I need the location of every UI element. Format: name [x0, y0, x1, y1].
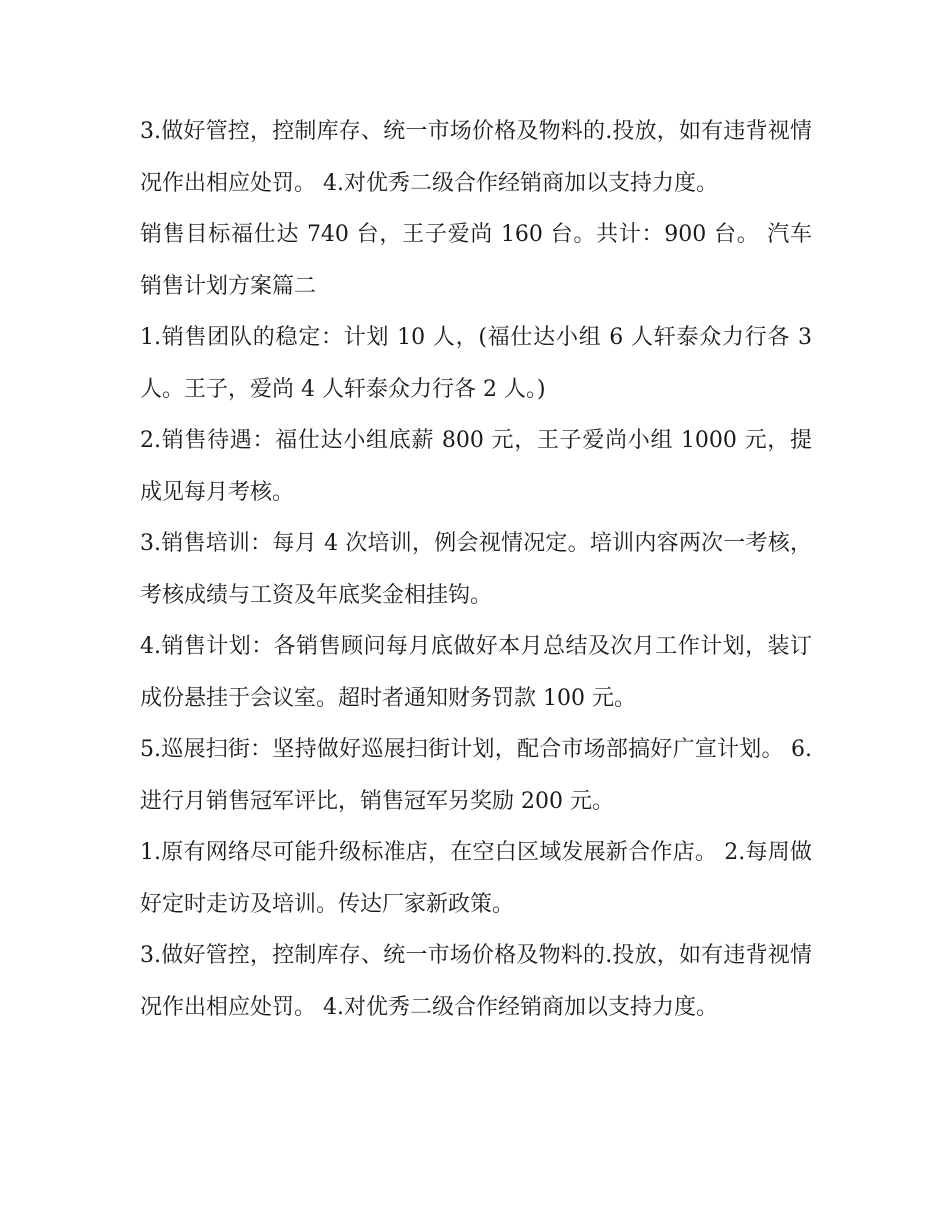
paragraph: 销售目标福仕达 740 台，王子爱尚 160 台。共计：900 台。 汽车销售计划方案篇二	[140, 222, 812, 299]
paragraph: 3.销售培训：每月 4 次培训，例会视情况定。培训内容两次一考核，考核成绩与工资及年底奖金相挂钩。	[140, 531, 812, 608]
document-body	[140, 106, 812, 1033]
paragraph: 5.巡展扫街：坚持做好巡展扫街计划，配合市场部搞好广宣计划。 6.进行月销售冠军评比，销售冠军另奖励 200 元。	[140, 737, 812, 814]
paragraph: 1.销售团队的稳定：计划 10 人，(福仕达小组 6 人轩泰众力行各 3 人。王子，爱尚 4 人轩泰众力行各 2 人。)	[140, 325, 812, 402]
paragraph: 2.销售待遇：福仕达小组底薪 800 元，王子爱尚小组 1000 元，提成见每月考核。	[140, 428, 812, 505]
paragraph: 3.做好管控，控制库存、统一市场价格及物料的.投放，如有违背视情况作出相应处罚。 4.对优秀二级合作经销商加以支持力度。	[140, 119, 812, 196]
paragraph: 1.原有网络尽可能升级标准店，在空白区域发展新合作店。 2.每周做好定时走访及培训。传达厂家新政策。	[140, 840, 812, 917]
paragraph: 4.销售计划：各销售顾问每月底做好本月总结及次月工作计划，装订成份悬挂于会议室。超时者通知财务罚款 100 元。	[140, 634, 812, 711]
paragraph: 3.做好管控，控制库存、统一市场价格及物料的.投放，如有违背视情况作出相应处罚。 4.对优秀二级合作经销商加以支持力度。	[140, 943, 812, 1020]
